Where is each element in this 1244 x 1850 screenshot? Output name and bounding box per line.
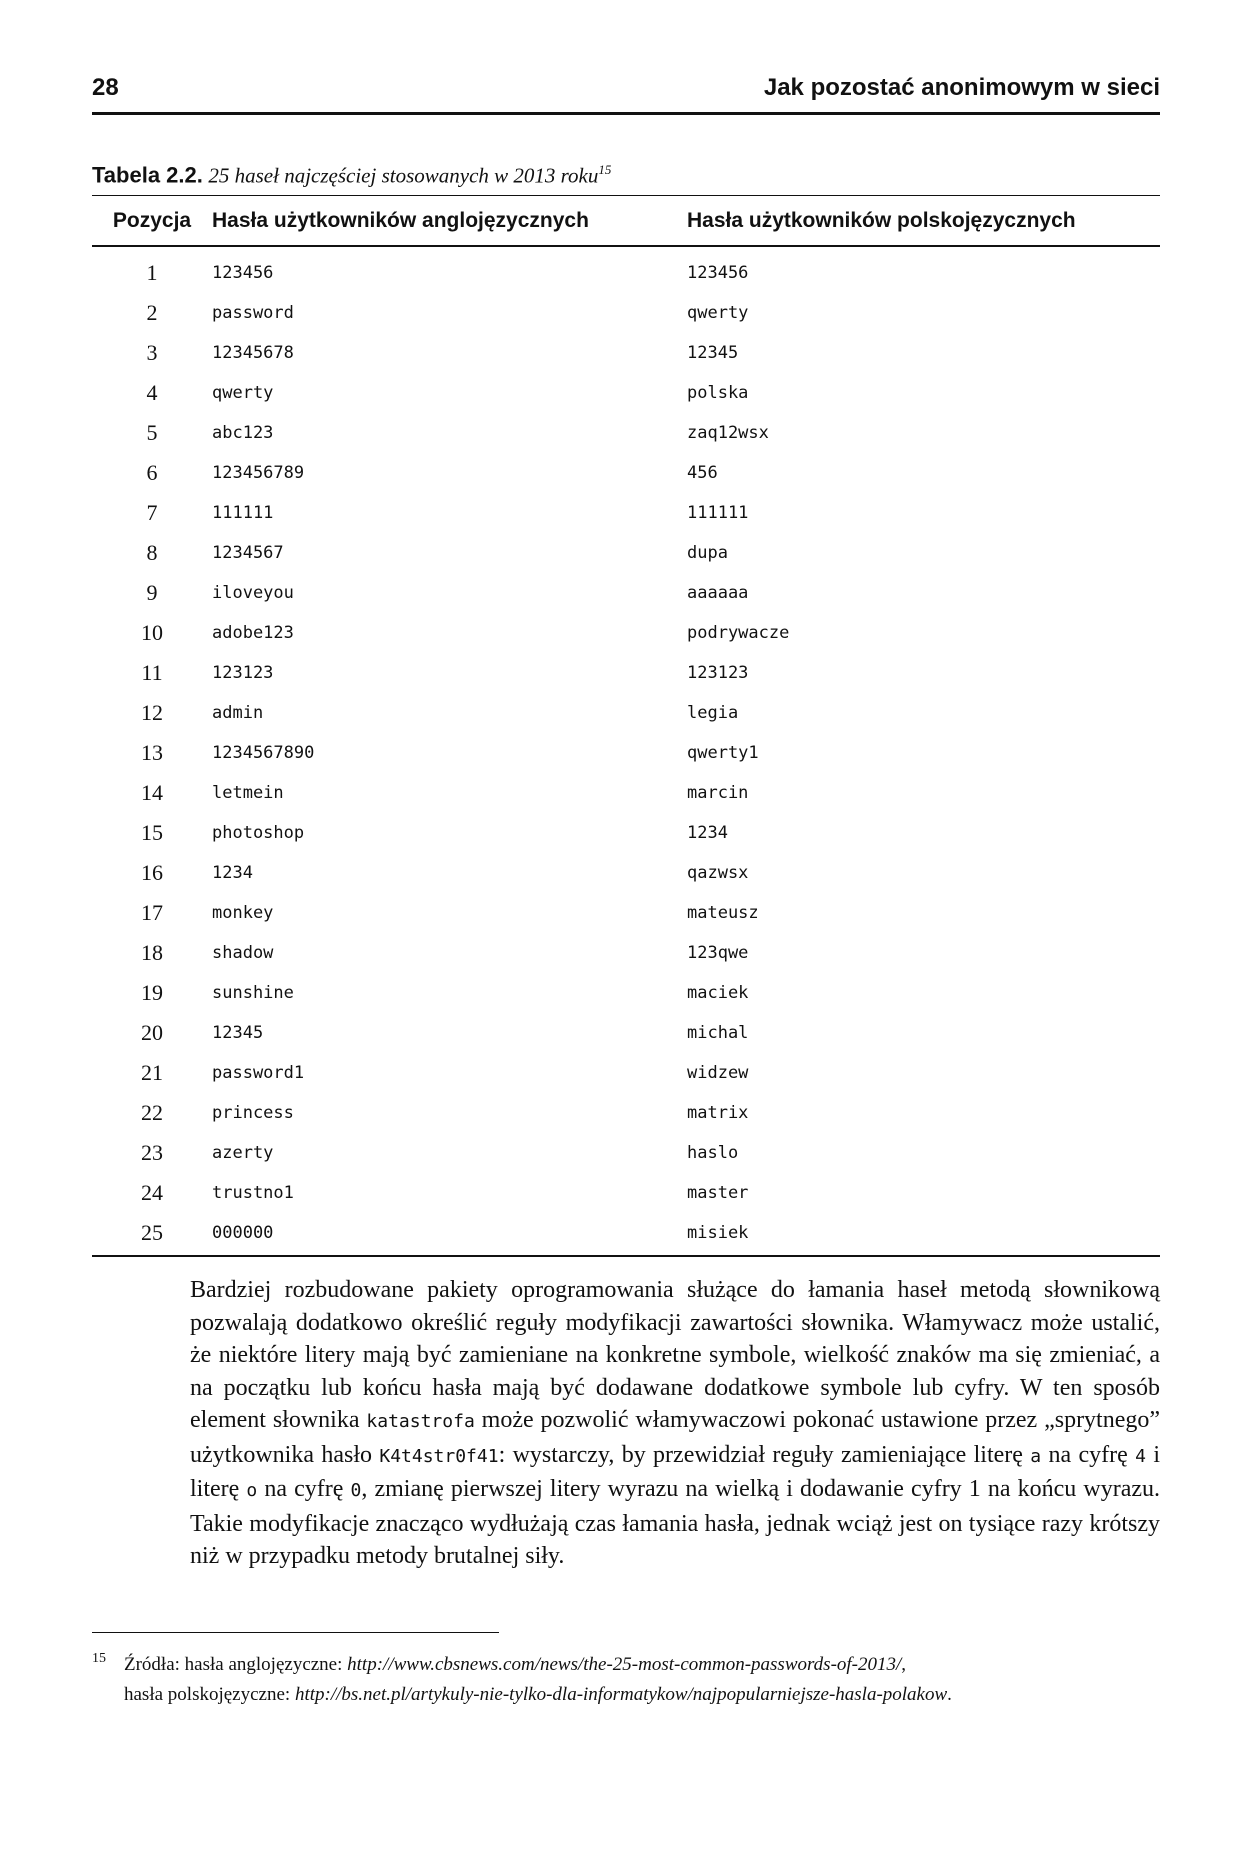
- code-digit-4: 4: [1135, 1445, 1146, 1467]
- polish-password: podrywacze: [687, 623, 790, 643]
- table-row: [92, 293, 1160, 333]
- polish-password: qwerty: [687, 303, 749, 323]
- english-password: 123456789: [212, 463, 305, 483]
- polish-password: 123123: [687, 663, 749, 683]
- table-row: [92, 413, 1160, 453]
- table-caption: [92, 162, 1160, 188]
- footnote-link-polish[interactable]: http://bs.net.pl/artykuly-nie-tylko-dla-informatykow/najpopularniejsze-hasla-polakow: [294, 1684, 948, 1705]
- row-position: 11: [141, 660, 163, 685]
- polish-password: dupa: [687, 543, 728, 563]
- polish-password: matrix: [687, 1103, 749, 1123]
- polish-password: mateusz: [687, 903, 759, 923]
- polish-password: qazwsx: [687, 863, 749, 883]
- english-password: 1234567890: [212, 743, 315, 763]
- table-row: [92, 973, 1160, 1013]
- footnote-separator: ,: [901, 1654, 907, 1675]
- footnote-divider: [92, 1632, 499, 1633]
- footnote-end: .: [947, 1684, 952, 1705]
- row-position: 6: [146, 460, 158, 485]
- english-password: abc123: [212, 423, 274, 443]
- table-body: [92, 246, 1160, 1256]
- row-position: 25: [141, 1220, 163, 1245]
- row-position: 18: [141, 940, 163, 965]
- polish-password: widzew: [687, 1063, 749, 1083]
- table-row: [92, 1133, 1160, 1173]
- table-row: [92, 453, 1160, 493]
- row-position: 8: [146, 540, 158, 565]
- book-title: Jak pozostać anonimowym w sieci: [763, 74, 1160, 101]
- table-row: [92, 813, 1160, 853]
- paragraph-text: na cyfrę: [264, 1476, 344, 1502]
- polish-password: misiek: [687, 1223, 749, 1243]
- row-position: 13: [141, 740, 163, 765]
- paragraph-text: : wystarczy, by przewidział reguły zamieniające literę: [498, 1441, 1023, 1468]
- table-row: [92, 1093, 1160, 1133]
- table-row: [92, 493, 1160, 533]
- code-letter-o: o: [246, 1480, 258, 1501]
- footnote-link-english[interactable]: http://www.cbsnews.com/news/the-25-most-common-passwords-of-2013/: [347, 1654, 902, 1675]
- polish-password: haslo: [687, 1143, 739, 1163]
- paragraph-text: może pozwolić włamywaczowi pokonać ustawione przez „sprytnego” użytkownika hasło: [190, 1407, 1161, 1468]
- footnote-source-label: Źródła: hasła anglojęzyczne:: [124, 1654, 343, 1675]
- row-position: 3: [146, 340, 158, 365]
- body-paragraph: [190, 1274, 1160, 1573]
- table-row: [92, 773, 1160, 813]
- polish-password: zaq12wsx: [687, 423, 769, 443]
- table-header-row: [92, 196, 1160, 247]
- code-katastrofa: katastrofa: [366, 1411, 475, 1432]
- english-password: iloveyou: [212, 583, 294, 603]
- table-row: [92, 1013, 1160, 1053]
- polish-password: master: [687, 1183, 749, 1203]
- polish-password: 12345: [687, 343, 739, 363]
- paragraph-text: i literę: [190, 1441, 1161, 1502]
- polish-password: polska: [687, 383, 749, 403]
- caption-text: 25 haseł najczęściej stosowanych w 2013 roku: [208, 163, 599, 188]
- polish-password: aaaaaa: [687, 583, 749, 603]
- english-password: 000000: [212, 1223, 274, 1243]
- table-row: [92, 533, 1160, 573]
- english-password: password1: [212, 1063, 305, 1083]
- english-password: 1234567: [212, 543, 284, 563]
- row-position: 12: [141, 700, 163, 725]
- row-position: 19: [141, 980, 163, 1005]
- paragraph-text: Bardziej rozbudowane pakiety oprogramowania służące do łamania haseł metodą słownikową pozwalają dodatkowo określić reguły modyfikacji zawartości słownika. Włamywacz może ustalić, że niektóre litery mają być zamieniane na konkretne symbole, wielkość znaków ma się zmieniać, a na początku lub końcu hasła mają być dodawane dodatkowe symbole lub cyfry. W ten sposób element słownika: [190, 1277, 1160, 1433]
- footnote-label-polish: hasła polskojęzyczne:: [124, 1684, 291, 1705]
- english-password: shadow: [212, 943, 274, 963]
- english-password: 12345: [212, 1023, 264, 1043]
- polish-password: 456: [687, 463, 718, 483]
- english-password: trustno1: [212, 1183, 294, 1203]
- row-position: 22: [141, 1100, 163, 1125]
- row-position: 1: [146, 260, 158, 285]
- table-row: [92, 733, 1160, 773]
- footnote: [92, 1650, 1162, 1710]
- polish-password: maciek: [687, 983, 749, 1003]
- column-header-position: Pozycja: [92, 196, 212, 247]
- row-position: 7: [146, 500, 158, 525]
- row-position: 9: [146, 580, 158, 605]
- polish-password: marcin: [687, 783, 749, 803]
- paragraph-text: na cyfrę: [1048, 1441, 1128, 1468]
- row-position: 16: [141, 860, 163, 885]
- polish-password: 123456: [687, 263, 749, 283]
- code-letter-a: a: [1030, 1445, 1042, 1467]
- table-row: [92, 333, 1160, 373]
- table-row: [92, 1053, 1160, 1093]
- footnote-line-2: [124, 1680, 1162, 1710]
- english-password: letmein: [212, 783, 284, 803]
- code-password-example: K4t4str0f41: [379, 1445, 499, 1467]
- column-header-polish-passwords: Hasła użytkowników polskojęzycznych: [687, 196, 1160, 247]
- english-password: adobe123: [212, 623, 294, 643]
- table-row: [92, 1213, 1160, 1256]
- english-password: photoshop: [212, 823, 305, 843]
- table-row: [92, 246, 1160, 293]
- table-row: [92, 653, 1160, 693]
- english-password: princess: [212, 1103, 294, 1123]
- table-row: [92, 573, 1160, 613]
- english-password: password: [212, 303, 294, 323]
- code-digit-0: 0: [350, 1480, 362, 1501]
- english-password: admin: [212, 703, 264, 723]
- english-password: sunshine: [212, 983, 294, 1003]
- table-row: [92, 853, 1160, 893]
- english-password: 123456: [212, 263, 274, 283]
- english-password: 12345678: [212, 343, 294, 363]
- polish-password: 123qwe: [687, 943, 749, 963]
- table-row: [92, 1173, 1160, 1213]
- table-row: [92, 693, 1160, 733]
- row-position: 14: [141, 780, 163, 805]
- polish-password: 111111: [687, 503, 749, 523]
- column-header-english-passwords: Hasła użytkowników anglojęzycznych: [212, 196, 687, 247]
- paragraph-text: , zmianę pierwszej litery wyrazu na wielką i dodawanie cyfry 1 na końcu wyrazu. Takie modyfikacje znacząco wydłużają czas łamania hasła, jednak wciąż jest on tysiące razy krótszy niż w przypadku metody brutalnej siły.: [190, 1476, 1161, 1569]
- english-password: 1234: [212, 863, 253, 883]
- english-password: 123123: [212, 663, 274, 683]
- footnote-line-1: [124, 1650, 1162, 1680]
- polish-password: legia: [687, 703, 739, 723]
- polish-password: 1234: [687, 823, 728, 843]
- table-row: [92, 613, 1160, 653]
- table-row: [92, 893, 1160, 933]
- page-number: 28: [92, 74, 119, 101]
- table-row: [92, 373, 1160, 413]
- polish-password: michal: [687, 1023, 749, 1043]
- row-position: 24: [141, 1180, 163, 1205]
- running-header: [92, 72, 1160, 115]
- row-position: 2: [146, 300, 158, 325]
- footnote-reference: 15: [598, 162, 612, 177]
- footnote-number: 15: [92, 1651, 106, 1666]
- english-password: 111111: [212, 503, 274, 523]
- row-position: 20: [141, 1020, 163, 1045]
- english-password: qwerty: [212, 383, 274, 403]
- password-table: [92, 195, 1160, 1257]
- row-position: 15: [141, 820, 163, 845]
- row-position: 5: [146, 420, 158, 445]
- english-password: azerty: [212, 1143, 274, 1163]
- table-row: [92, 933, 1160, 973]
- caption-label: Tabela 2.2.: [92, 162, 203, 188]
- row-position: 23: [141, 1140, 163, 1165]
- english-password: monkey: [212, 903, 274, 923]
- row-position: 21: [141, 1060, 163, 1085]
- row-position: 10: [141, 620, 163, 645]
- row-position: 17: [141, 900, 163, 925]
- polish-password: qwerty1: [687, 743, 759, 763]
- row-position: 4: [146, 380, 158, 405]
